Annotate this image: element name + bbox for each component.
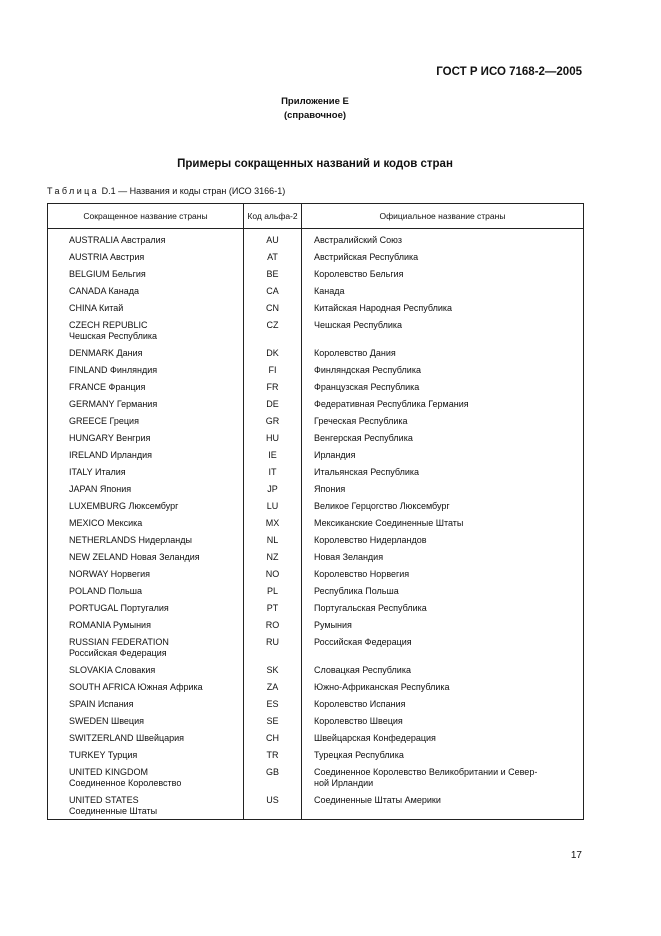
table-row	[48, 447, 584, 464]
short-name-line: DENMARK Дания	[69, 347, 143, 358]
official-name-line: Чешская Республика	[314, 319, 402, 330]
cell-alpha2-code: DE	[244, 396, 302, 413]
official-name-line: Российская Федерация	[314, 636, 412, 647]
short-name-line: FINLAND Финляндия	[69, 364, 158, 375]
cell-alpha2-code: IE	[244, 447, 302, 464]
official-name-line: ной Ирландии	[314, 777, 374, 788]
cell-short-name	[48, 617, 244, 634]
cell-short-name	[48, 396, 244, 413]
official-name-line: Великое Герцогство Люксембург	[314, 500, 450, 511]
official-name-line: Новая Зеландия	[314, 551, 384, 562]
cell-alpha2-code: FR	[244, 379, 302, 396]
official-name-line: Соединенные Штаты Америки	[314, 794, 441, 805]
cell-short-name	[48, 317, 244, 345]
cell-official-name	[302, 464, 584, 481]
cell-alpha2-code: PL	[244, 583, 302, 600]
cell-official-name	[302, 413, 584, 430]
table-caption	[47, 186, 285, 196]
cell-official-name	[302, 696, 584, 713]
table-row	[48, 566, 584, 583]
short-name-line: GREECE Греция	[69, 415, 139, 426]
cell-official-name	[302, 229, 584, 249]
cell-official-name	[302, 283, 584, 300]
cell-short-name	[48, 679, 244, 696]
short-name-line: Соединенные Штаты	[69, 805, 158, 816]
cell-short-name	[48, 229, 244, 249]
table-row	[48, 430, 584, 447]
table-row	[48, 379, 584, 396]
cell-official-name	[302, 662, 584, 679]
short-name-line: IRELAND Ирландия	[69, 449, 153, 460]
official-name-line: Финляндская Республика	[314, 364, 421, 375]
table-row	[48, 413, 584, 430]
short-name-line: TURKEY Турция	[69, 749, 138, 760]
cell-short-name	[48, 447, 244, 464]
annex-title: Приложение Е	[281, 96, 349, 107]
cell-alpha2-code: GR	[244, 413, 302, 430]
short-name-line: SLOVAKIA Словакия	[69, 664, 156, 675]
cell-alpha2-code: NO	[244, 566, 302, 583]
official-name-line: Королевство Нидерландов	[314, 534, 427, 545]
cell-short-name	[48, 600, 244, 617]
table-row	[48, 730, 584, 747]
cell-official-name	[302, 481, 584, 498]
cell-alpha2-code: LU	[244, 498, 302, 515]
cell-alpha2-code: IT	[244, 464, 302, 481]
cell-short-name	[48, 730, 244, 747]
cell-short-name	[48, 345, 244, 362]
cell-alpha2-code: SE	[244, 713, 302, 730]
cell-alpha2-code: ES	[244, 696, 302, 713]
cell-official-name	[302, 566, 584, 583]
cell-short-name	[48, 662, 244, 679]
table-row	[48, 498, 584, 515]
cell-alpha2-code: CH	[244, 730, 302, 747]
cell-official-name	[302, 713, 584, 730]
cell-alpha2-code: SK	[244, 662, 302, 679]
cell-official-name	[302, 362, 584, 379]
cell-official-name	[302, 747, 584, 764]
header-short-name: Сокращенное название страны	[48, 204, 244, 229]
cell-short-name	[48, 498, 244, 515]
official-name-line: Королевство Испания	[314, 698, 406, 709]
table-row	[48, 662, 584, 679]
official-name-line: Словацкая Республика	[314, 664, 411, 675]
short-name-line: AUSTRIA Австрия	[69, 251, 145, 262]
cell-short-name	[48, 549, 244, 566]
official-name-line: Португальская Республика	[314, 602, 427, 613]
cell-official-name	[302, 379, 584, 396]
short-name-line: JAPAN Япония	[69, 483, 132, 494]
cell-official-name	[302, 792, 584, 820]
cell-short-name	[48, 430, 244, 447]
official-name-line: Ирландия	[314, 449, 356, 460]
table-row	[48, 317, 584, 345]
cell-alpha2-code: NZ	[244, 549, 302, 566]
official-name-line: Швейцарская Конфедерация	[314, 732, 436, 743]
official-name-line: Королевство Швеция	[314, 715, 403, 726]
cell-official-name	[302, 617, 584, 634]
short-name-line: POLAND Польша	[69, 585, 142, 596]
header-official-name: Официальное название страны	[302, 204, 584, 229]
cell-short-name	[48, 413, 244, 430]
cell-official-name	[302, 600, 584, 617]
cell-short-name	[48, 696, 244, 713]
official-name-line: Королевство Бельгия	[314, 268, 404, 279]
official-name-line: Китайская Народная Республика	[314, 302, 453, 313]
cell-short-name	[48, 379, 244, 396]
cell-alpha2-code: NL	[244, 532, 302, 549]
cell-official-name	[302, 345, 584, 362]
cell-official-name	[302, 764, 584, 792]
cell-alpha2-code: FI	[244, 362, 302, 379]
standard-designation: ГОСТ Р ИСО 7168-2—2005	[436, 66, 582, 78]
short-name-line: SWITZERLAND Швейцария	[69, 732, 185, 743]
table-row	[48, 229, 584, 249]
cell-official-name	[302, 266, 584, 283]
official-name-line: Венгерская Республика	[314, 432, 413, 443]
short-name-line: SOUTH AFRICA Южная Африка	[69, 681, 203, 692]
official-name-line: Соединенное Королевство Великобритании и Север-	[314, 766, 538, 777]
cell-alpha2-code: CZ	[244, 317, 302, 345]
short-name-line: CHINA Китай	[69, 302, 124, 313]
cell-official-name	[302, 300, 584, 317]
short-name-line: HUNGARY Венгрия	[69, 432, 151, 443]
official-name-line: Французская Республика	[314, 381, 420, 392]
cell-alpha2-code: TR	[244, 747, 302, 764]
cell-short-name	[48, 249, 244, 266]
cell-short-name	[48, 566, 244, 583]
cell-alpha2-code: GB	[244, 764, 302, 792]
short-name-line: BELGIUM Бельгия	[69, 268, 146, 279]
cell-short-name	[48, 583, 244, 600]
table-row	[48, 300, 584, 317]
cell-official-name	[302, 249, 584, 266]
table-row	[48, 792, 584, 820]
cell-alpha2-code: MX	[244, 515, 302, 532]
short-name-line: LUXEMBURG Люксембург	[69, 500, 179, 511]
table-row	[48, 600, 584, 617]
table-row	[48, 747, 584, 764]
cell-short-name	[48, 515, 244, 532]
table-body	[48, 229, 584, 820]
cell-short-name	[48, 532, 244, 549]
short-name-line: FRANCE Франция	[69, 381, 146, 392]
cell-alpha2-code: HU	[244, 430, 302, 447]
cell-short-name	[48, 464, 244, 481]
cell-short-name	[48, 713, 244, 730]
short-name-line: UNITED STATES	[69, 794, 139, 805]
official-name-line: Королевство Дания	[314, 347, 396, 358]
official-name-line: Австрийская Республика	[314, 251, 419, 262]
short-name-line: GERMANY Германия	[69, 398, 158, 409]
official-name-line: Австралийский Союз	[314, 235, 402, 245]
annex-heading	[0, 95, 630, 123]
official-name-line: Республика Польша	[314, 585, 399, 596]
official-name-line: Греческая Республика	[314, 415, 408, 426]
official-name-line: Федеративная Республика Германия	[314, 398, 469, 409]
short-name-line: ROMANIA Румыния	[69, 619, 151, 630]
cell-short-name	[48, 792, 244, 820]
short-name-line: SPAIN Испания	[69, 698, 134, 709]
page-number: 17	[570, 850, 582, 861]
annex-kind: (справочное)	[283, 110, 347, 121]
official-name-line: Королевство Норвегия	[314, 568, 410, 579]
table-row	[48, 679, 584, 696]
cell-short-name	[48, 764, 244, 792]
table-header-row	[48, 204, 584, 229]
short-name-line: NETHERLANDS Нидерланды	[69, 534, 192, 545]
table-row	[48, 249, 584, 266]
short-name-line: Российская Федерация	[69, 647, 167, 658]
table-row	[48, 634, 584, 662]
cell-official-name	[302, 583, 584, 600]
cell-official-name	[302, 515, 584, 532]
short-name-line: PORTUGAL Португалия	[69, 602, 169, 613]
cell-alpha2-code: BE	[244, 266, 302, 283]
cell-alpha2-code: AU	[244, 229, 302, 249]
cell-official-name	[302, 679, 584, 696]
cell-alpha2-code: RO	[244, 617, 302, 634]
short-name-line: CANADA Канада	[69, 285, 139, 296]
cell-short-name	[48, 362, 244, 379]
short-name-line: NEW ZELAND Новая Зеландия	[69, 551, 200, 562]
cell-short-name	[48, 747, 244, 764]
table-row	[48, 266, 584, 283]
table-row	[48, 549, 584, 566]
table-row	[48, 283, 584, 300]
official-name-line: Мексиканские Соединенные Штаты	[314, 517, 464, 528]
table-row	[48, 464, 584, 481]
cell-short-name	[48, 266, 244, 283]
cell-alpha2-code: RU	[244, 634, 302, 662]
table-row	[48, 345, 584, 362]
page-title: Примеры сокращенных названий и кодов стран	[177, 158, 453, 170]
country-codes-table	[47, 203, 584, 820]
table-row	[48, 515, 584, 532]
short-name-line: RUSSIAN FEDERATION	[69, 636, 169, 647]
short-name-line: Чешская Республика	[69, 330, 157, 341]
official-name-line: Румыния	[314, 619, 352, 630]
cell-official-name	[302, 634, 584, 662]
table-caption-label: Таблица	[47, 186, 100, 196]
official-name-line: Турецкая Республика	[314, 749, 404, 760]
table-row	[48, 532, 584, 549]
cell-alpha2-code: US	[244, 792, 302, 820]
cell-alpha2-code: PT	[244, 600, 302, 617]
cell-alpha2-code: ZA	[244, 679, 302, 696]
cell-alpha2-code: JP	[244, 481, 302, 498]
table-row	[48, 713, 584, 730]
short-name-line: AUSTRALIA Австралия	[69, 235, 166, 245]
short-name-line: Соединенное Королевство	[69, 777, 182, 788]
official-name-line: Канада	[314, 285, 345, 296]
cell-official-name	[302, 549, 584, 566]
short-name-line: ITALY Италия	[69, 466, 126, 477]
short-name-line: SWEDEN Швеция	[69, 715, 144, 726]
cell-official-name	[302, 430, 584, 447]
cell-alpha2-code: DK	[244, 345, 302, 362]
cell-official-name	[302, 730, 584, 747]
table-row	[48, 481, 584, 498]
cell-official-name	[302, 447, 584, 464]
cell-official-name	[302, 396, 584, 413]
official-name-line: Итальянская Республика	[314, 466, 420, 477]
short-name-line: MEXICO Мексика	[69, 517, 143, 528]
short-name-line: NORWAY Норвегия	[69, 568, 151, 579]
header-alpha2-code: Код альфа-2	[244, 204, 302, 229]
table-row	[48, 583, 584, 600]
cell-official-name	[302, 532, 584, 549]
table-row	[48, 362, 584, 379]
cell-alpha2-code: AT	[244, 249, 302, 266]
table-caption-text: D.1 — Названия и коды стран (ИСО 3166-1)	[101, 186, 286, 196]
cell-short-name	[48, 634, 244, 662]
official-name-line: Южно-Африканская Республика	[314, 681, 450, 692]
official-name-line: Япония	[314, 483, 346, 494]
cell-official-name	[302, 317, 584, 345]
table-row	[48, 617, 584, 634]
short-name-line: CZECH REPUBLIC	[69, 319, 148, 330]
cell-short-name	[48, 300, 244, 317]
table-row	[48, 696, 584, 713]
cell-alpha2-code: CN	[244, 300, 302, 317]
table-row	[48, 396, 584, 413]
short-name-line: UNITED KINGDOM	[69, 766, 149, 777]
cell-short-name	[48, 481, 244, 498]
cell-official-name	[302, 498, 584, 515]
cell-alpha2-code: CA	[244, 283, 302, 300]
cell-short-name	[48, 283, 244, 300]
table-row	[48, 764, 584, 792]
